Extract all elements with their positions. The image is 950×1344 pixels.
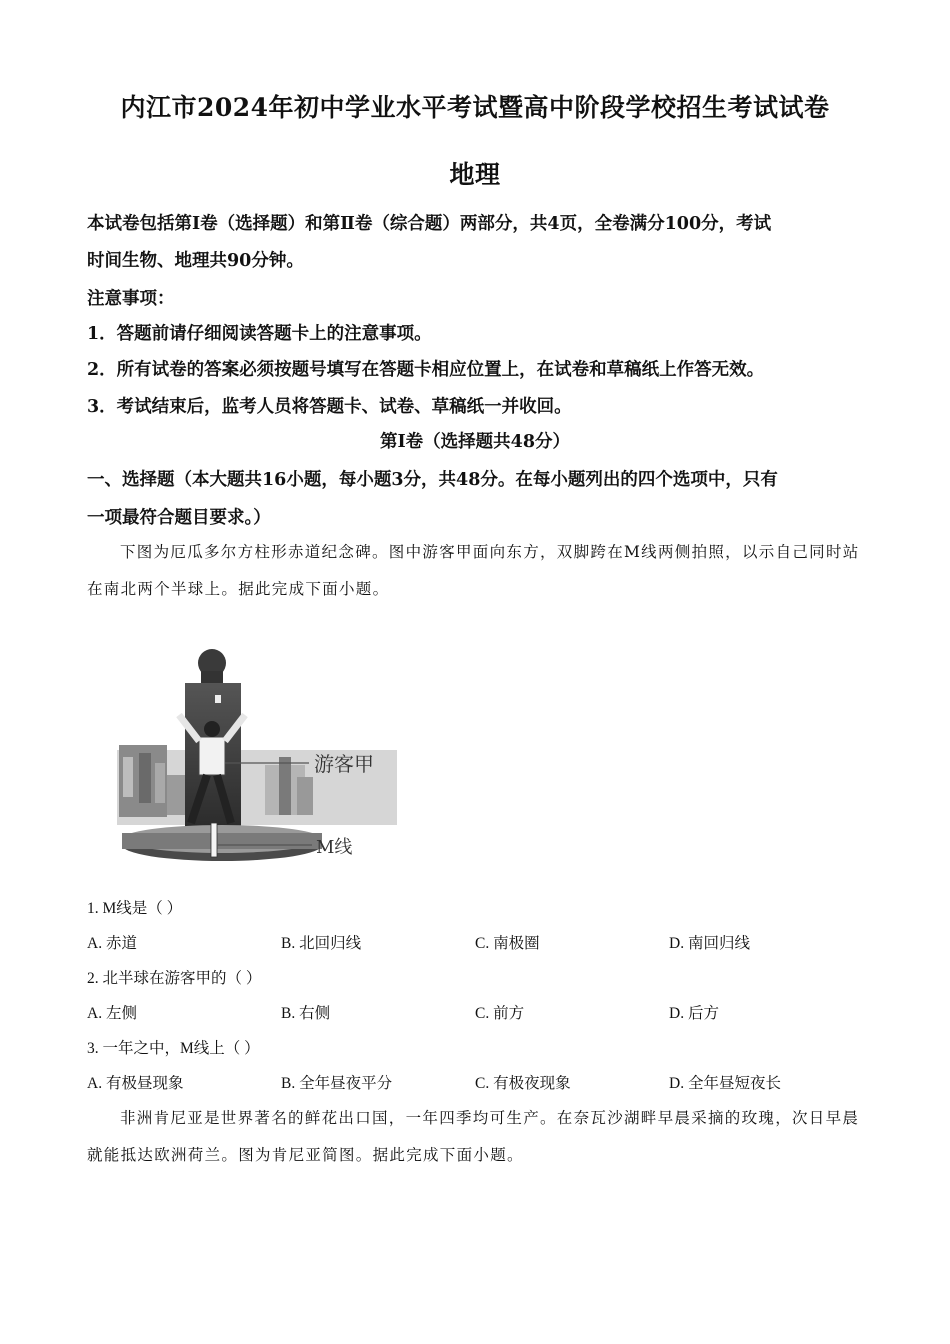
section-title: 第Ⅰ卷（选择题共48分） <box>379 432 571 452</box>
subject-title: 地理 <box>449 160 501 189</box>
question-3-stem: 3. 一年之中，M线上（ ） <box>87 1040 260 1057</box>
exam-title: 内江市2024年初中学业水平考试暨高中阶段学校招生考试试卷 <box>120 93 830 122</box>
question-1-option-d[interactable]: D. 南回归线 <box>669 935 750 952</box>
passage-1-line-1: 下图为厄瓜多尔方柱形赤道纪念碑。图中游客甲面向东方，双脚跨在M线两侧拍照，以示自己同时站 <box>120 543 860 561</box>
question-3-option-c[interactable]: C. 有极夜现象 <box>475 1075 571 1092</box>
notice-item-1: 1．答题前请仔细阅读答题卡上的注意事项。 <box>87 324 432 344</box>
question-1-option-a[interactable]: A. 赤道 <box>87 935 137 952</box>
intro-line-1: 本试卷包括第Ⅰ卷（选择题）和第Ⅱ卷（综合题）两部分，共4页，全卷满分100分，考试 <box>87 214 772 234</box>
section-instruction-1: 一、选择题（本大题共16小题，每小题3分，共48分。在每小题列出的四个选项中，只有 <box>87 470 778 490</box>
question-2-option-c[interactable]: C. 前方 <box>475 1005 525 1022</box>
passage-1-line-2: 在南北两个半球上。据此完成下面小题。 <box>87 580 390 598</box>
notice-item-2: 2．所有试卷的答案必须按题号填写在答题卡相应位置上，在试卷和草稿纸上作答无效。 <box>87 360 765 380</box>
question-2-option-b[interactable]: B. 右侧 <box>281 1005 331 1022</box>
question-1-stem: 1. M线是（ ） <box>87 900 183 917</box>
question-1-option-b[interactable]: B. 北回归线 <box>281 935 362 952</box>
question-3-option-a[interactable]: A. 有极昼现象 <box>87 1075 184 1092</box>
label-tourist: 游客甲 <box>314 752 374 776</box>
notice-heading: 注意事项： <box>87 289 175 309</box>
passage-2-line-2: 就能抵达欧洲荷兰。图为肯尼亚简图。据此完成下面小题。 <box>87 1146 524 1164</box>
question-2-option-d[interactable]: D. 后方 <box>669 1005 719 1022</box>
passage-2-line-1: 非洲肯尼亚是世界著名的鲜花出口国，一年四季均可生产。在奈瓦沙湖畔早晨采摘的玫瑰，次日早晨 <box>120 1109 860 1127</box>
monument-illustration <box>117 645 397 870</box>
notice-item-3: 3．考试结束后，监考人员将答题卡、试卷、草稿纸一并收回。 <box>87 397 572 417</box>
question-2-stem: 2. 北半球在游客甲的（ ） <box>87 970 262 987</box>
label-m-line: M线 <box>316 837 353 858</box>
section-instruction-2: 一项最符合题目要求。） <box>87 508 271 528</box>
question-3-option-d[interactable]: D. 全年昼短夜长 <box>669 1075 781 1092</box>
question-1-option-c[interactable]: C. 南极圈 <box>475 935 540 952</box>
equator-monument-figure <box>117 645 397 870</box>
intro-line-2: 时间生物、地理共90分钟。 <box>87 251 304 271</box>
question-3-option-b[interactable]: B. 全年昼夜平分 <box>281 1075 393 1092</box>
question-2-option-a[interactable]: A. 左侧 <box>87 1005 137 1022</box>
